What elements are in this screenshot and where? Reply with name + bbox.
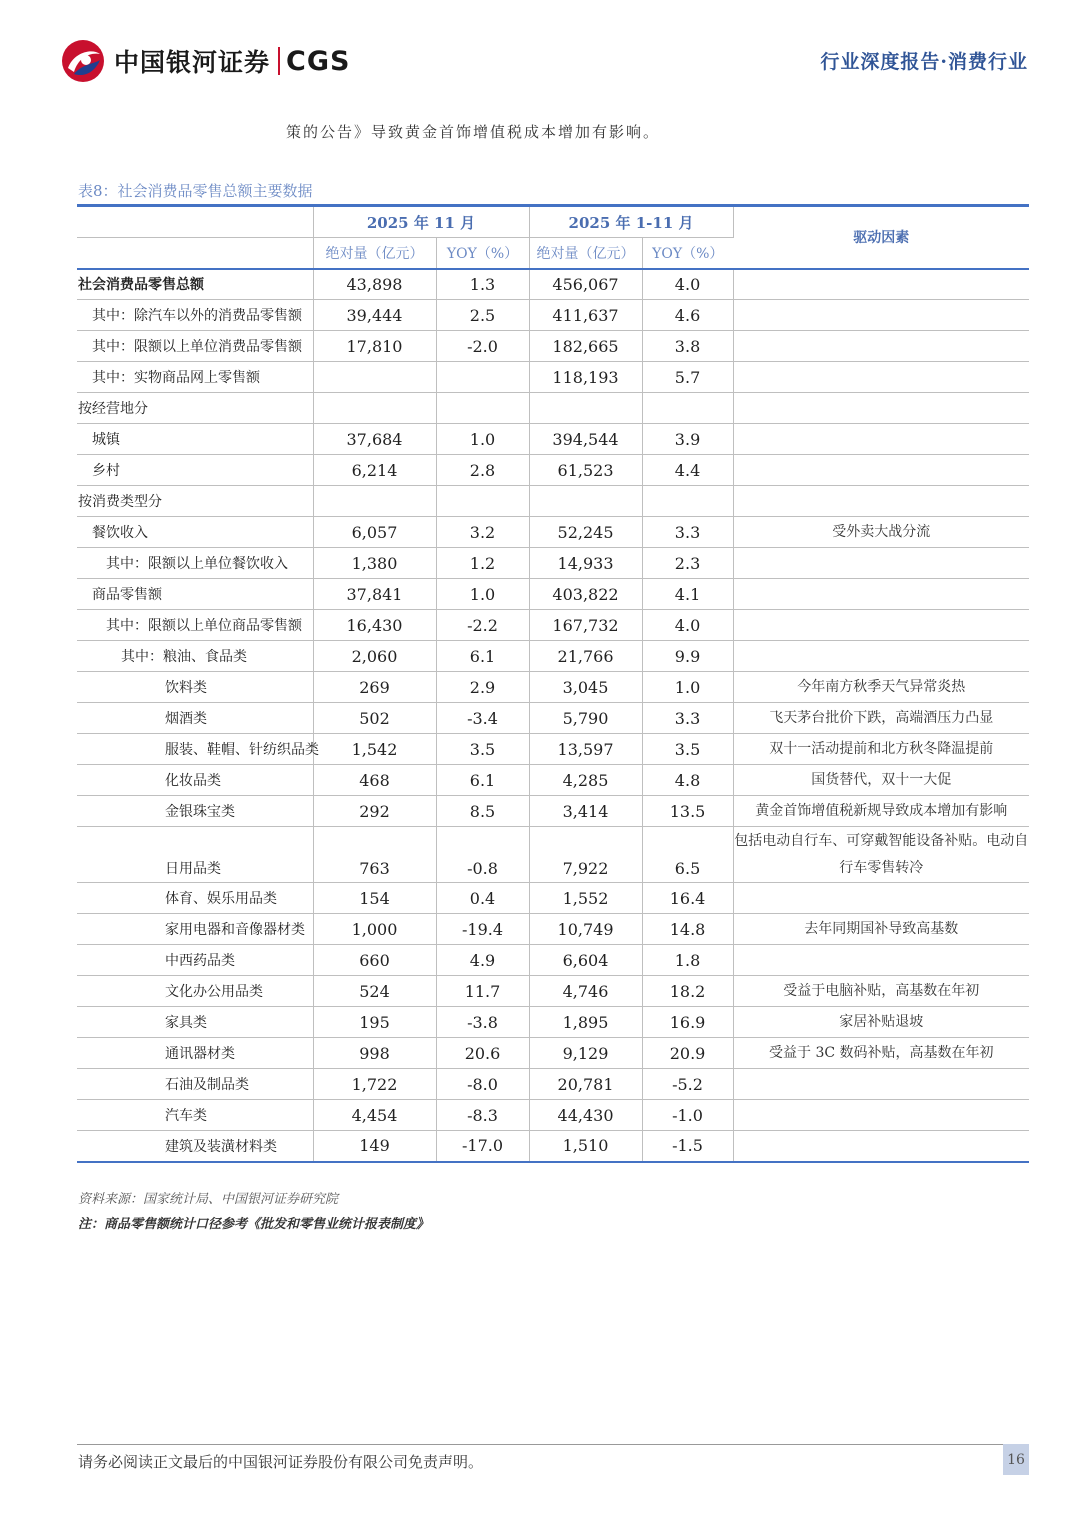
logo-separator xyxy=(278,47,280,75)
value-month-abs: 154 xyxy=(313,883,436,914)
value-ytd-abs: 13,597 xyxy=(529,734,642,765)
driving-factor: 今年南方秋季天气异常炎热 xyxy=(733,672,1029,703)
galaxy-logo-icon xyxy=(60,38,106,84)
value-month-abs: 468 xyxy=(313,765,436,796)
driving-factor xyxy=(733,945,1029,976)
table-row xyxy=(77,1069,1029,1100)
table-row xyxy=(77,300,1029,331)
value-ytd-abs: 3,045 xyxy=(529,672,642,703)
value-month-yoy: 6.1 xyxy=(436,641,529,672)
header-driving-factors: 驱动因素 xyxy=(733,206,1029,269)
subheader-cell: 绝对量（亿元） xyxy=(313,238,436,269)
value-ytd-abs: 6,604 xyxy=(529,945,642,976)
value-ytd-yoy: 1.0 xyxy=(642,672,733,703)
value-ytd-abs: 44,430 xyxy=(529,1100,642,1131)
value-month-yoy xyxy=(436,393,529,424)
value-month-abs: 660 xyxy=(313,945,436,976)
row-label: 其中：实物商品网上零售额 xyxy=(77,362,313,393)
value-month-yoy: 2.9 xyxy=(436,672,529,703)
row-label: 体育、娱乐用品类 xyxy=(77,883,313,914)
value-month-abs: 195 xyxy=(313,1007,436,1038)
row-label: 其中：限额以上单位餐饮收入 xyxy=(77,548,313,579)
value-month-yoy: -2.0 xyxy=(436,331,529,362)
table-row xyxy=(77,424,1029,455)
value-month-abs: 4,454 xyxy=(313,1100,436,1131)
driving-factor xyxy=(733,548,1029,579)
table-row xyxy=(77,796,1029,827)
value-month-abs: 1,380 xyxy=(313,548,436,579)
page-header xyxy=(0,0,1080,100)
value-month-abs: 39,444 xyxy=(313,300,436,331)
driving-factor xyxy=(733,300,1029,331)
driving-factor xyxy=(733,1069,1029,1100)
value-month-abs: 1,000 xyxy=(313,914,436,945)
value-month-abs: 1,542 xyxy=(313,734,436,765)
table-row xyxy=(77,883,1029,914)
table-row xyxy=(77,1007,1029,1038)
value-month-abs: 998 xyxy=(313,1038,436,1069)
value-ytd-yoy: 2.3 xyxy=(642,548,733,579)
row-label: 其中：除汽车以外的消费品零售额 xyxy=(77,300,313,331)
value-ytd-abs: 411,637 xyxy=(529,300,642,331)
table-row xyxy=(77,734,1029,765)
value-month-yoy: 3.5 xyxy=(436,734,529,765)
subheader-cell: 绝对量（亿元） xyxy=(529,238,642,269)
value-ytd-yoy xyxy=(642,393,733,424)
value-ytd-yoy xyxy=(642,486,733,517)
value-ytd-abs: 1,510 xyxy=(529,1131,642,1162)
header-blank-cell xyxy=(77,206,313,238)
value-ytd-abs: 3,414 xyxy=(529,796,642,827)
value-month-yoy: 8.5 xyxy=(436,796,529,827)
value-ytd-abs: 394,544 xyxy=(529,424,642,455)
row-label: 其中：限额以上单位消费品零售额 xyxy=(77,331,313,362)
value-month-yoy: -3.8 xyxy=(436,1007,529,1038)
value-ytd-yoy: 4.8 xyxy=(642,765,733,796)
value-ytd-abs: 118,193 xyxy=(529,362,642,393)
table-row xyxy=(77,1100,1029,1131)
table-header xyxy=(77,206,1029,269)
table-header-row xyxy=(77,206,1029,238)
value-month-yoy: -0.8 xyxy=(436,827,529,883)
value-month-yoy: -17.0 xyxy=(436,1131,529,1162)
value-ytd-yoy: 3.3 xyxy=(642,517,733,548)
value-month-yoy: 2.5 xyxy=(436,300,529,331)
value-month-yoy: 20.6 xyxy=(436,1038,529,1069)
value-ytd-yoy: 4.1 xyxy=(642,579,733,610)
value-month-yoy: 0.4 xyxy=(436,883,529,914)
row-label: 社会消费品零售总额 xyxy=(77,269,313,300)
value-ytd-yoy: 16.9 xyxy=(642,1007,733,1038)
value-month-abs: 43,898 xyxy=(313,269,436,300)
value-month-yoy: 3.2 xyxy=(436,517,529,548)
value-month-yoy: 1.2 xyxy=(436,548,529,579)
row-label: 饮料类 xyxy=(77,672,313,703)
value-ytd-yoy: 4.0 xyxy=(642,610,733,641)
value-ytd-yoy: 3.8 xyxy=(642,331,733,362)
value-ytd-abs: 5,790 xyxy=(529,703,642,734)
table-caption: 表8：社会消费品零售总额主要数据 xyxy=(78,182,313,200)
value-month-yoy: -8.3 xyxy=(436,1100,529,1131)
value-ytd-abs: 14,933 xyxy=(529,548,642,579)
value-ytd-abs: 1,895 xyxy=(529,1007,642,1038)
value-ytd-abs: 456,067 xyxy=(529,269,642,300)
driving-factor: 受益于 3C 数码补贴，高基数在年初 xyxy=(733,1038,1029,1069)
value-ytd-yoy: 3.5 xyxy=(642,734,733,765)
footer-disclaimer: 请务必阅读正文最后的中国银河证券股份有限公司免责声明。 xyxy=(78,1453,484,1471)
value-month-yoy: 2.8 xyxy=(436,455,529,486)
driving-factor: 飞天茅台批价下跌，高端酒压力凸显 xyxy=(733,703,1029,734)
driving-factor xyxy=(733,362,1029,393)
page-number: 16 xyxy=(1003,1444,1029,1475)
table-row xyxy=(77,486,1029,517)
value-ytd-abs xyxy=(529,486,642,517)
value-ytd-yoy: 3.3 xyxy=(642,703,733,734)
row-label: 商品零售额 xyxy=(77,579,313,610)
value-month-yoy: 11.7 xyxy=(436,976,529,1007)
logo-text: 中国银河证券 xyxy=(114,48,271,77)
value-month-abs xyxy=(313,393,436,424)
driving-factor: 黄金首饰增值税新规导致成本增加有影响 xyxy=(733,796,1029,827)
table-row xyxy=(77,548,1029,579)
value-month-abs: 6,057 xyxy=(313,517,436,548)
value-ytd-abs: 1,552 xyxy=(529,883,642,914)
driving-factor xyxy=(733,641,1029,672)
driving-factor: 受益于电脑补贴，高基数在年初 xyxy=(733,976,1029,1007)
value-month-yoy: -3.4 xyxy=(436,703,529,734)
table-row xyxy=(77,455,1029,486)
header-period-month: 2025 年 11 月 xyxy=(313,206,529,238)
table-note: 注：商品零售额统计口径参考《批发和零售业统计报表制度》 xyxy=(78,1217,430,1232)
row-label: 中西药品类 xyxy=(77,945,313,976)
row-label: 石油及制品类 xyxy=(77,1069,313,1100)
value-month-yoy: 6.1 xyxy=(436,765,529,796)
table-row xyxy=(77,827,1029,883)
subheader-cell: YOY（%） xyxy=(642,238,733,269)
table-row xyxy=(77,269,1029,300)
value-month-yoy: 4.9 xyxy=(436,945,529,976)
value-month-abs xyxy=(313,362,436,393)
value-ytd-yoy: 3.9 xyxy=(642,424,733,455)
value-ytd-abs: 4,285 xyxy=(529,765,642,796)
row-label: 汽车类 xyxy=(77,1100,313,1131)
header-blank-cell xyxy=(77,238,313,269)
row-label: 其中：限额以上单位商品零售额 xyxy=(77,610,313,641)
table-row xyxy=(77,945,1029,976)
value-ytd-abs: 167,732 xyxy=(529,610,642,641)
footer-divider xyxy=(77,1444,1027,1445)
value-ytd-yoy: 4.6 xyxy=(642,300,733,331)
driving-factor xyxy=(733,1131,1029,1162)
data-source: 资料来源：国家统计局、中国银河证券研究院 xyxy=(78,1192,339,1207)
value-ytd-abs: 403,822 xyxy=(529,579,642,610)
value-ytd-abs: 7,922 xyxy=(529,827,642,883)
value-month-abs: 17,810 xyxy=(313,331,436,362)
value-ytd-yoy: 5.7 xyxy=(642,362,733,393)
table-row xyxy=(77,610,1029,641)
logo-en-text: CGS xyxy=(286,45,351,77)
value-month-abs: 292 xyxy=(313,796,436,827)
row-label: 家用电器和音像器材类 xyxy=(77,914,313,945)
table-row xyxy=(77,393,1029,424)
row-label: 金银珠宝类 xyxy=(77,796,313,827)
value-month-abs: 763 xyxy=(313,827,436,883)
table-row xyxy=(77,517,1029,548)
header-period-ytd: 2025 年 1-11 月 xyxy=(529,206,733,238)
table-row xyxy=(77,672,1029,703)
value-ytd-yoy: 6.5 xyxy=(642,827,733,883)
value-ytd-abs: 61,523 xyxy=(529,455,642,486)
table-row xyxy=(77,579,1029,610)
driving-factor xyxy=(733,883,1029,914)
row-label: 按经营地分 xyxy=(77,393,313,424)
driving-factor: 去年同期国补导致高基数 xyxy=(733,914,1029,945)
driving-factor xyxy=(733,579,1029,610)
value-month-abs: 524 xyxy=(313,976,436,1007)
value-month-abs: 16,430 xyxy=(313,610,436,641)
value-month-yoy xyxy=(436,486,529,517)
value-month-yoy: 1.3 xyxy=(436,269,529,300)
table-row xyxy=(77,765,1029,796)
value-month-yoy: -8.0 xyxy=(436,1069,529,1100)
table-row xyxy=(77,703,1029,734)
value-month-abs: 149 xyxy=(313,1131,436,1162)
value-month-abs: 37,684 xyxy=(313,424,436,455)
value-month-yoy xyxy=(436,362,529,393)
value-month-abs: 37,841 xyxy=(313,579,436,610)
row-label: 家具类 xyxy=(77,1007,313,1038)
row-label: 日用品类 xyxy=(77,827,313,883)
value-month-abs: 6,214 xyxy=(313,455,436,486)
driving-factor: 家居补贴退坡 xyxy=(733,1007,1029,1038)
table-row xyxy=(77,641,1029,672)
row-label: 按消费类型分 xyxy=(77,486,313,517)
value-month-abs: 502 xyxy=(313,703,436,734)
intro-paragraph: 策的公告》导致黄金首饰增值税成本增加有影响。 xyxy=(286,123,661,141)
value-ytd-yoy: 9.9 xyxy=(642,641,733,672)
value-ytd-yoy: 16.4 xyxy=(642,883,733,914)
table-row xyxy=(77,362,1029,393)
value-ytd-abs: 10,749 xyxy=(529,914,642,945)
value-ytd-abs: 4,746 xyxy=(529,976,642,1007)
table-row xyxy=(77,1038,1029,1069)
driving-factor xyxy=(733,393,1029,424)
driving-factor xyxy=(733,269,1029,300)
value-ytd-yoy: 20.9 xyxy=(642,1038,733,1069)
row-label: 餐饮收入 xyxy=(77,517,313,548)
row-label: 化妆品类 xyxy=(77,765,313,796)
row-label: 城镇 xyxy=(77,424,313,455)
value-month-abs xyxy=(313,486,436,517)
value-ytd-yoy: 18.2 xyxy=(642,976,733,1007)
driving-factor xyxy=(733,1100,1029,1131)
value-month-yoy: 1.0 xyxy=(436,424,529,455)
driving-factor: 受外卖大战分流 xyxy=(733,517,1029,548)
driving-factor xyxy=(733,331,1029,362)
company-logo xyxy=(60,38,350,84)
driving-factor xyxy=(733,424,1029,455)
value-month-abs: 2,060 xyxy=(313,641,436,672)
row-label: 其中：粮油、食品类 xyxy=(77,641,313,672)
value-ytd-abs xyxy=(529,393,642,424)
table-row xyxy=(77,976,1029,1007)
row-label: 建筑及装潢材料类 xyxy=(77,1131,313,1162)
value-ytd-yoy: 14.8 xyxy=(642,914,733,945)
value-ytd-yoy: -1.0 xyxy=(642,1100,733,1131)
driving-factor xyxy=(733,455,1029,486)
value-ytd-yoy: 4.0 xyxy=(642,269,733,300)
row-label: 通讯器材类 xyxy=(77,1038,313,1069)
driving-factor xyxy=(733,486,1029,517)
value-month-abs: 1,722 xyxy=(313,1069,436,1100)
value-ytd-yoy: 4.4 xyxy=(642,455,733,486)
driving-factor: 双十一活动提前和北方秋冬降温提前 xyxy=(733,734,1029,765)
table-row xyxy=(77,331,1029,362)
value-ytd-abs: 52,245 xyxy=(529,517,642,548)
table-row xyxy=(77,914,1029,945)
value-month-yoy: -2.2 xyxy=(436,610,529,641)
table-row xyxy=(77,1131,1029,1162)
value-month-yoy: 1.0 xyxy=(436,579,529,610)
value-ytd-yoy: -5.2 xyxy=(642,1069,733,1100)
value-ytd-yoy: 13.5 xyxy=(642,796,733,827)
report-category: 行业深度报告·消费行业 xyxy=(820,51,1028,73)
subheader-cell: YOY（%） xyxy=(436,238,529,269)
value-ytd-abs: 182,665 xyxy=(529,331,642,362)
row-label: 烟酒类 xyxy=(77,703,313,734)
value-ytd-yoy: -1.5 xyxy=(642,1131,733,1162)
value-ytd-abs: 20,781 xyxy=(529,1069,642,1100)
row-label: 服装、鞋帽、针纺织品类 xyxy=(77,734,313,765)
driving-factor: 包括电动自行车、可穿戴智能设备补贴。电动自行车零售转冷 xyxy=(733,827,1029,883)
retail-sales-table xyxy=(77,204,1029,1163)
value-ytd-abs: 21,766 xyxy=(529,641,642,672)
value-month-yoy: -19.4 xyxy=(436,914,529,945)
row-label: 文化办公用品类 xyxy=(77,976,313,1007)
row-label: 乡村 xyxy=(77,455,313,486)
value-month-abs: 269 xyxy=(313,672,436,703)
driving-factor: 国货替代，双十一大促 xyxy=(733,765,1029,796)
table-body xyxy=(77,269,1029,1162)
value-ytd-yoy: 1.8 xyxy=(642,945,733,976)
driving-factor xyxy=(733,610,1029,641)
value-ytd-abs: 9,129 xyxy=(529,1038,642,1069)
